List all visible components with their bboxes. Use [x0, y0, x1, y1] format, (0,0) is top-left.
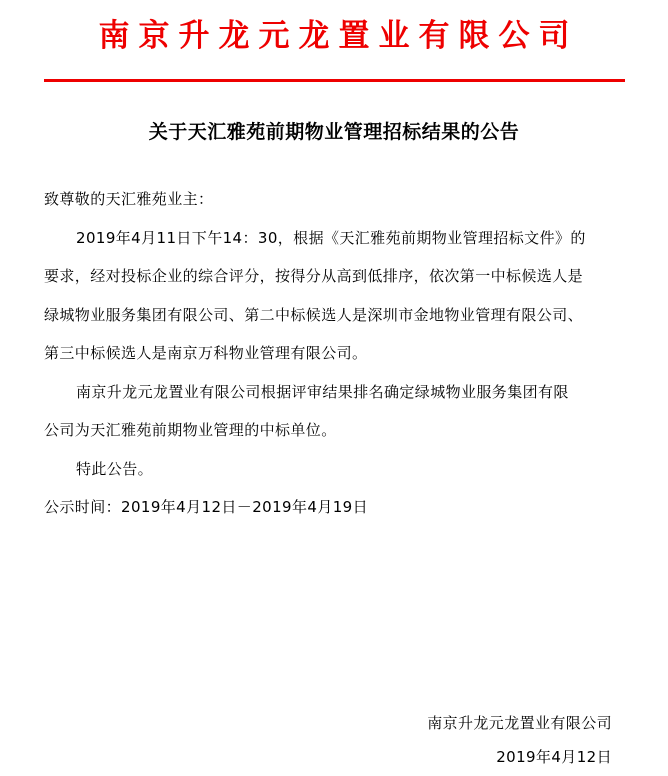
letterhead-company-name: 南京升龙元龙置业有限公司: [98, 18, 579, 54]
letterhead: [0, 16, 668, 56]
paragraph-2-line-2: 公司为天汇雅苑前期物业管理的中标单位。: [44, 421, 337, 439]
publicity-period-line: 公示时间：2019年4月12日－2019年4月19日: [44, 498, 369, 516]
signature-date: 2019年4月12日: [496, 748, 612, 766]
document-body: [44, 180, 626, 527]
letterhead-divider-rule: [44, 79, 625, 82]
paragraph-1-line-3: 绿城物业服务集团有限公司、第二中标候选人是深圳市金地物业管理有限公司、: [44, 305, 584, 324]
document-title: 关于天汇雅苑前期物业管理招标结果的公告: [148, 121, 520, 143]
paragraph-2-line-1: 南京升龙元龙置业有限公司根据评审结果排名确定绿城物业服务集团有限: [76, 382, 569, 401]
paragraph-1-line-2: 要求，经对投标企业的综合评分，按得分从高到低排序，依次第一中标候选人是: [44, 267, 584, 285]
paragraph-3-closing-notice: 特此公告。: [76, 459, 154, 478]
paragraph-1-line-4: 第三中标候选人是南京万科物业管理有限公司。: [44, 344, 368, 362]
paragraph-1-line-1: 2019年4月11日下午14：30，根据《天汇雅苑前期物业管理招标文件》的: [76, 228, 586, 247]
signature-company-name: 南京升龙元龙置业有限公司: [427, 714, 612, 732]
salutation: 致尊敬的天汇雅苑业主：: [44, 190, 214, 208]
signature-block: [0, 706, 668, 774]
